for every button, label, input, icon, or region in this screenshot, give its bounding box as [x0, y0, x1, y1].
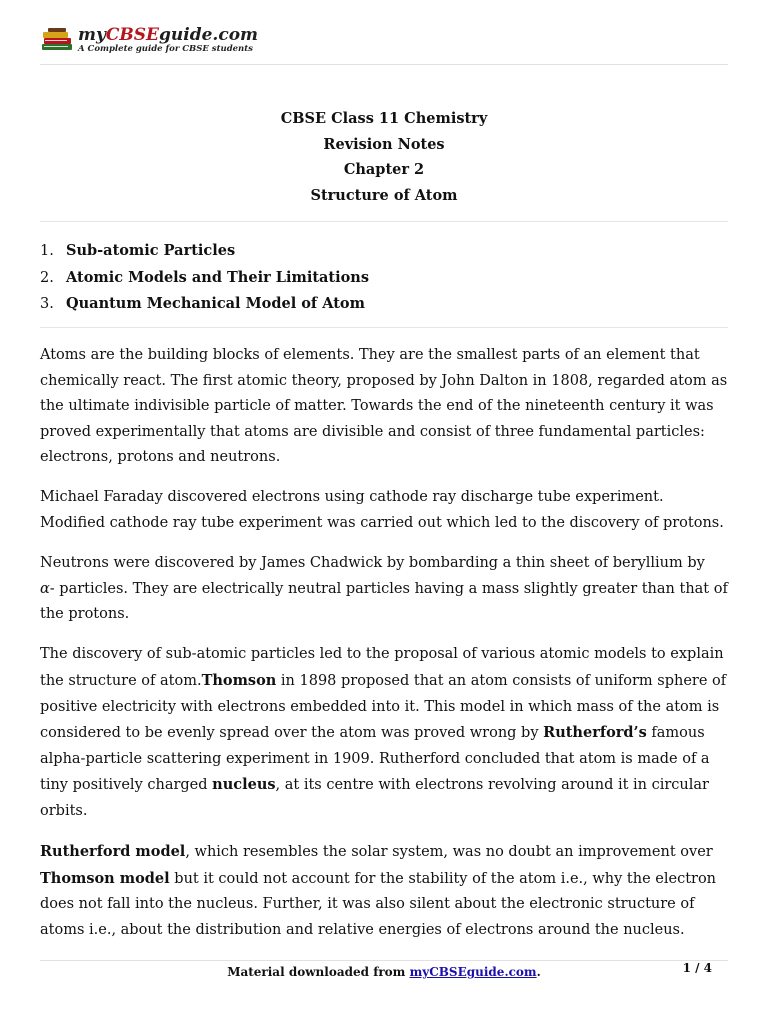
paragraph-chadwick: Neutrons were discovered by James Chadwick by bombarding a thin sheet of beryllium by α- particles. They are electrically neutral particles having a mass slightly greater than that of the protons. [40, 555, 728, 623]
title-topic: Structure of Atom [310, 186, 458, 204]
title-type: Revision Notes [323, 135, 445, 153]
logo-tagline: A Complete guide for CBSE students [78, 44, 253, 54]
page-number: 1 / 4 [682, 961, 712, 975]
logo-text [78, 27, 258, 54]
page-footer [40, 962, 728, 982]
notes-body [40, 343, 728, 958]
divider [40, 327, 728, 328]
logo-name: myCBSEguide.com [78, 25, 259, 45]
paragraph-dalton: Atoms are the building blocks of elements. They are the smallest parts of an element that chemically react. The first atomic theory, proposed by John Dalton in 1808, regarded atom as the ultimate indivisible particle of matter. Towards the end of the nineteenth century it was proved experimentally that atoms are divisible and consist of three fundamental particles: electrons, protons and neutrons. [40, 347, 728, 466]
divider [40, 221, 728, 222]
topic-item: 3. Quantum Mechanical Model of Atom [40, 295, 365, 312]
title-chapter: Chapter 2 [343, 161, 425, 178]
footer-source: Material downloaded from myCBSEguide.com. [227, 965, 541, 979]
footer-site-link[interactable]: myCBSEguide.com [409, 965, 537, 979]
footer-divider [40, 960, 728, 961]
topic-item: 1. Sub-atomic Particles [40, 242, 236, 259]
paragraph-faraday: Michael Faraday discovered electrons using cathode ray discharge tube experiment. Modified cathode ray tube experiment was carried out which led to the discovery of protons. [40, 489, 724, 532]
page-header [40, 22, 728, 65]
topic-item: 2. Atomic Models and Their Limitations [40, 268, 370, 286]
paragraph-atomic-models: The discovery of sub-atomic particles led to the proposal of various atomic models to explain the structure of atom.Thomson in 1898 proposed that an atom consists of uniform sphere of positive electricity with electrons embedded into it. This model in which mass of the atom is considered to be evenly spread over the atom was proved wrong by Rutherford’s famous alpha-particle scattering experiment in 1909. Rutherford concluded that atom is made of a tiny positively charged nucleus, at its centre with electrons revolving around it in circular orbits. [40, 646, 727, 819]
topic-list [40, 238, 728, 318]
title-course: CBSE Class 11 Chemistry [280, 110, 488, 127]
alpha-symbol: α [40, 580, 50, 597]
paragraph-rutherford-model: Rutherford model, which resembles the solar system, was no doubt an improvement over Thomson model but it could not account for the stability of the atom i.e., why the electron does not fall into the nucleus. Further, it was also silent about the electronic structure of atoms i.e., about the distribution and relative energies of electrons around the nucleus. [40, 843, 717, 938]
document-title [40, 106, 728, 208]
books-logo-icon [40, 27, 76, 53]
mycbseguide-logo[interactable] [40, 27, 258, 54]
